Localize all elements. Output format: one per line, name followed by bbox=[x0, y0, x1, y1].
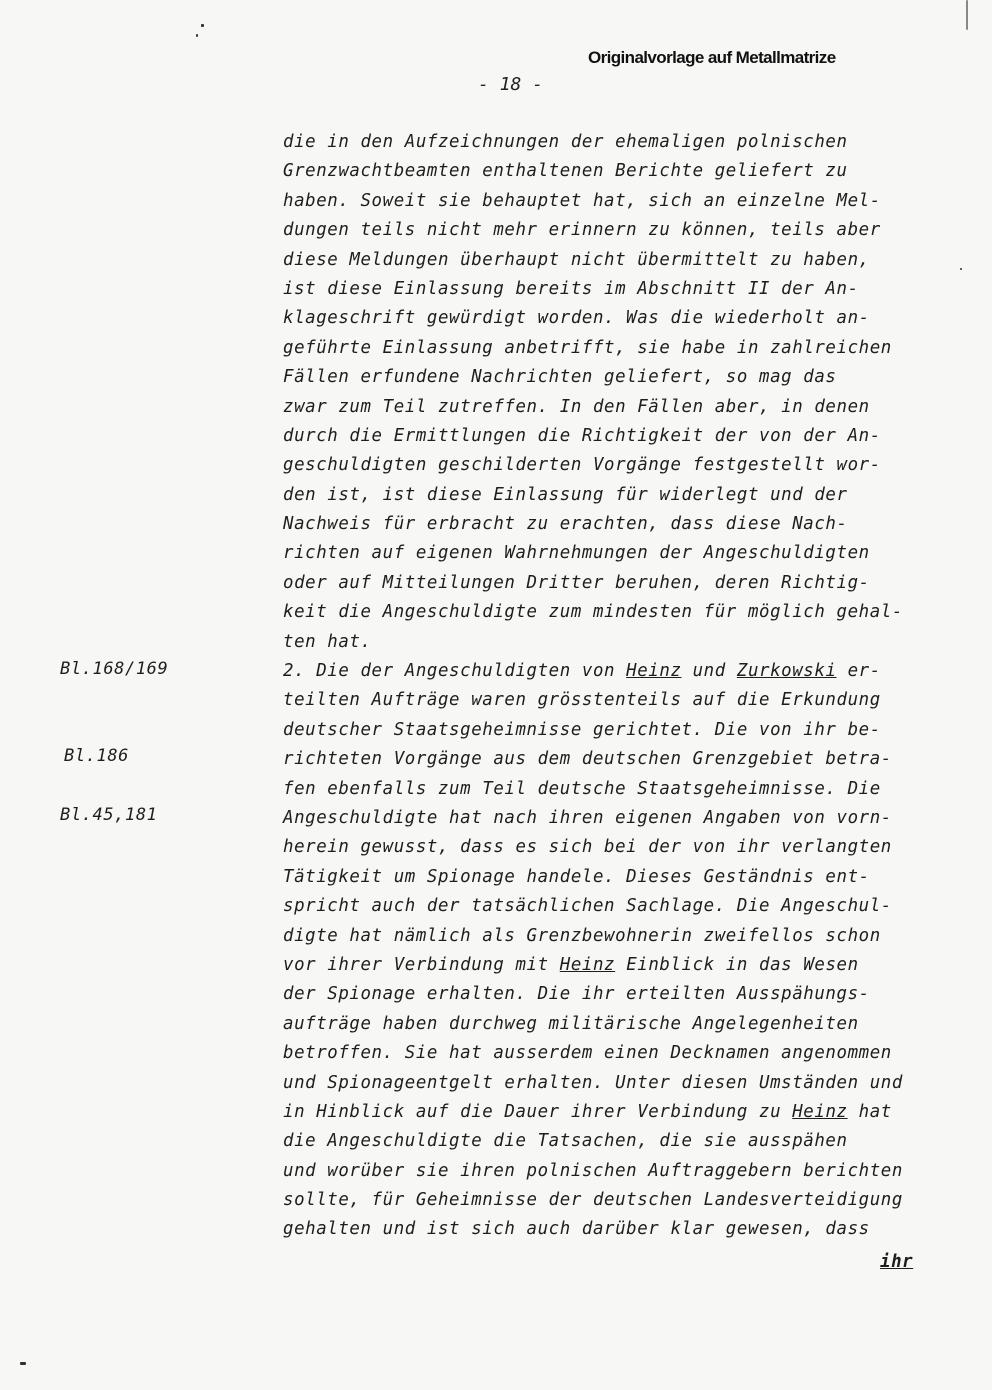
body-line: klageschrift gewürdigt worden. Was die wiederholt an- bbox=[283, 308, 870, 329]
body-line: keit die Angeschuldigte zum mindesten für möglich gehal- bbox=[283, 602, 903, 623]
body-line: den ist, ist diese Einlassung für widerlegt und der bbox=[283, 484, 848, 505]
body-line: herein gewusst, dass es sich bei der von ihr verlangten bbox=[283, 837, 892, 858]
stamp-text: Originalvorlage auf Metallmatrize bbox=[588, 48, 836, 67]
body-line: oder auf Mitteilungen Dritter beruhen, deren Richtig- bbox=[283, 572, 870, 593]
body-line: teilten Aufträge waren grösstenteils auf die Erkundung bbox=[283, 690, 881, 711]
closing-word: ihr bbox=[880, 1252, 914, 1272]
body-text bbox=[283, 128, 963, 1245]
body-line: deutscher Staatsgeheimnisse gerichtet. Die von ihr be- bbox=[283, 719, 881, 740]
body-line: 2. Die der Angeschuldigten von Heinz und Zurkowski er- bbox=[283, 661, 881, 682]
body-line: vor ihrer Verbindung mit Heinz Einblick in das Wesen bbox=[283, 954, 859, 975]
body-line: zwar zum Teil zutreffen. In den Fällen aber, in denen bbox=[283, 396, 870, 417]
body-line: der Spionage erhalten. Die ihr erteilten Ausspähungs- bbox=[283, 984, 870, 1005]
body-line: geschuldigten geschilderten Vorgänge festgestellt wor- bbox=[283, 455, 881, 476]
underlined-name: Zurkowski bbox=[736, 661, 837, 682]
body-line: Nachweis für erbracht zu erachten, dass diese Nach- bbox=[283, 514, 848, 535]
body-line: Grenzwachtbeamten enthaltenen Berichte geliefert zu bbox=[283, 161, 848, 182]
body-line: ist diese Einlassung bereits im Abschnitt II der An- bbox=[283, 278, 859, 299]
body-line: dungen teils nicht mehr erinnern zu können, teils aber bbox=[283, 220, 881, 241]
body-line: fen ebenfalls zum Teil deutsche Staatsgeheimnisse. Die bbox=[283, 778, 881, 799]
body-line: sollte, für Geheimnisse der deutschen Landesverteidigung bbox=[283, 1190, 903, 1211]
body-line: Tätigkeit um Spionage handele. Dieses Geständnis ent- bbox=[283, 866, 870, 887]
page-number: - 18 - bbox=[478, 74, 544, 95]
body-line: digte hat nämlich als Grenzbewohnerin zweifellos schon bbox=[283, 925, 881, 946]
body-line: Angeschuldigte hat nach ihren eigenen Angaben von vorn- bbox=[283, 807, 892, 828]
body-line: gehalten und ist sich auch darüber klar gewesen, dass bbox=[283, 1219, 870, 1240]
body-line: durch die Ermittlungen die Richtigkeit der von der An- bbox=[283, 425, 881, 446]
body-line: aufträge haben durchweg militärische Angelegenheiten bbox=[283, 1013, 859, 1034]
scan-speck bbox=[20, 1362, 26, 1365]
body-line: Fällen erfundene Nachrichten geliefert, so mag das bbox=[283, 367, 837, 388]
body-line: richten auf eigenen Wahrnehmungen der Angeschuldigten bbox=[283, 543, 870, 564]
margin-note: Bl.45,181 bbox=[60, 805, 158, 825]
body-line: in Hinblick auf die Dauer ihrer Verbindung zu Heinz hat bbox=[283, 1101, 892, 1122]
body-line: und worüber sie ihren polnischen Auftraggebern berichten bbox=[283, 1160, 903, 1181]
scan-speck bbox=[196, 34, 198, 37]
scan-edge bbox=[966, 0, 968, 30]
body-line: die in den Aufzeichnungen der ehemaligen polnischen bbox=[283, 132, 848, 152]
scan-speck bbox=[201, 24, 204, 27]
underlined-name: Heinz bbox=[792, 1101, 848, 1122]
margin-note: Bl.186 bbox=[64, 746, 130, 766]
body-line: und Spionageentgelt erhalten. Unter diesen Umständen und bbox=[283, 1072, 903, 1093]
scan-speck bbox=[960, 268, 962, 270]
body-line: geführte Einlassung anbetrifft, sie habe in zahlreichen bbox=[283, 337, 892, 358]
underlined-name: Heinz bbox=[626, 661, 682, 682]
body-line: spricht auch der tatsächlichen Sachlage. Die Angeschul- bbox=[283, 896, 892, 917]
body-line: diese Meldungen überhaupt nicht übermittelt zu haben, bbox=[283, 249, 870, 270]
body-line: ten hat. bbox=[283, 631, 372, 652]
body-line: richteten Vorgänge aus dem deutschen Grenzgebiet betra- bbox=[283, 749, 892, 770]
body-line: betroffen. Sie hat ausserdem einen Decknamen angenommen bbox=[283, 1043, 892, 1064]
margin-note: Bl.168/169 bbox=[60, 659, 169, 679]
body-line: die Angeschuldigte die Tatsachen, die sie ausspähen bbox=[283, 1131, 848, 1152]
body-line: haben. Soweit sie behauptet hat, sich an einzelne Mel- bbox=[283, 190, 881, 211]
underlined-name: Heinz bbox=[559, 954, 616, 975]
